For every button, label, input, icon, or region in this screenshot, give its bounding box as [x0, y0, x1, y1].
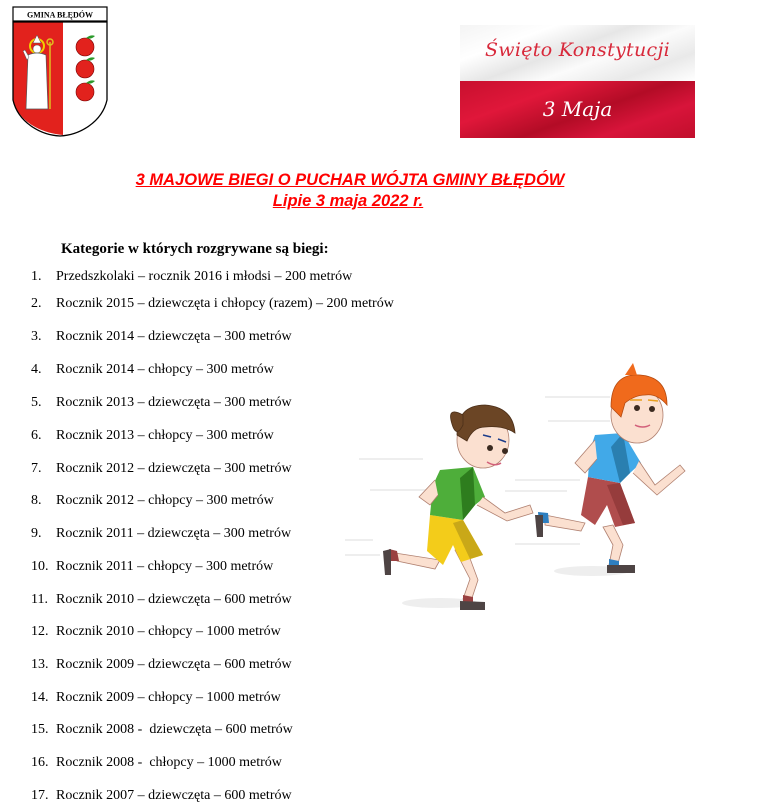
list-item [31, 395, 292, 411]
boy-runner-icon [535, 363, 685, 573]
list-item [31, 296, 394, 312]
list-item-text: Rocznik 2007 – dziewczęta – 600 metrów [56, 788, 292, 803]
list-item-text: Rocznik 2014 – chłopcy – 300 metrów [56, 362, 274, 377]
list-item-number: 3. [31, 329, 42, 344]
list-item-text: Rocznik 2011 – dziewczęta – 300 metrów [56, 526, 292, 541]
list-item-number: 2. [31, 296, 42, 311]
list-item-number: 17. [31, 788, 49, 803]
list-item-number: 16. [31, 755, 49, 770]
list-item-text: Rocznik 2009 – dziewczęta – 600 metrów [56, 657, 292, 672]
list-item-number: 6. [31, 428, 42, 443]
list-item [31, 329, 292, 345]
list-item [31, 526, 291, 542]
banner-line1: Święto Konstytucji [484, 39, 671, 61]
list-item [31, 755, 282, 771]
list-item-number: 4. [31, 362, 42, 377]
event-date-location: Lipie 3 maja 2022 r. [272, 192, 424, 210]
list-item-text: Rocznik 2010 – chłopcy – 1000 metrów [56, 624, 281, 639]
list-item-number: 10. [31, 559, 49, 574]
list-item-number: 15. [31, 722, 49, 737]
list-item [31, 722, 293, 738]
list-item [31, 624, 281, 640]
list-item [31, 493, 274, 509]
girl-runner-icon [383, 405, 533, 610]
coat-of-arms [10, 5, 110, 137]
list-item-text: Rocznik 2012 – dziewczęta – 300 metrów [56, 461, 292, 476]
list-item-number: 12. [31, 624, 49, 639]
list-item-number: 11. [31, 592, 48, 607]
list-item-number: 14. [31, 690, 49, 705]
list-item-text: Rocznik 2010 – dziewczęta – 600 metrów [56, 592, 292, 607]
running-children-illustration [345, 355, 700, 610]
list-item [31, 657, 292, 673]
list-item [31, 690, 281, 706]
list-item [31, 461, 292, 477]
list-item-text: Rocznik 2013 – chłopcy – 300 metrów [56, 428, 274, 443]
categories-heading: Kategorie w których rozgrywane są biegi: [61, 241, 329, 257]
coat-of-arms-icon [10, 5, 110, 137]
list-item [31, 788, 292, 804]
list-item-number: 5. [31, 395, 42, 410]
constitution-day-banner [460, 25, 695, 138]
list-item-number: 13. [31, 657, 49, 672]
coat-of-arms-label: GMINA BŁĘDÓW [26, 10, 94, 20]
list-item-text: Rocznik 2012 – chłopcy – 300 metrów [56, 493, 274, 508]
list-item [31, 362, 274, 378]
list-item-text: Rocznik 2015 – dziewczęta i chłopcy (razem) – 200 metrów [56, 296, 394, 311]
event-title: 3 MAJOWE BIEGI O PUCHAR WÓJTA GMINY BŁĘDÓW [135, 171, 565, 189]
list-item-text: Rocznik 2014 – dziewczęta – 300 metrów [56, 329, 292, 344]
banner-line2: 3 Maja [542, 97, 613, 121]
list-item [31, 269, 352, 285]
list-item-number: 7. [31, 461, 42, 476]
list-item [31, 428, 274, 444]
list-item-text: Rocznik 2009 – chłopcy – 1000 metrów [56, 690, 281, 705]
list-item-number: 1. [31, 269, 42, 284]
list-item [31, 592, 292, 608]
list-item-text: Rocznik 2008 - chłopcy – 1000 metrów [56, 755, 282, 770]
list-item [31, 559, 273, 575]
list-item-text: Rocznik 2008 - dziewczęta – 600 metrów [56, 722, 293, 737]
list-item-text: Rocznik 2013 – dziewczęta – 300 metrów [56, 395, 292, 410]
list-item-text: Rocznik 2011 – chłopcy – 300 metrów [56, 559, 274, 574]
list-item-number: 8. [31, 493, 42, 508]
list-item-number: 9. [31, 526, 42, 541]
list-item-text: Przedszkolaki – rocznik 2016 i młodsi – 200 metrów [56, 269, 353, 284]
